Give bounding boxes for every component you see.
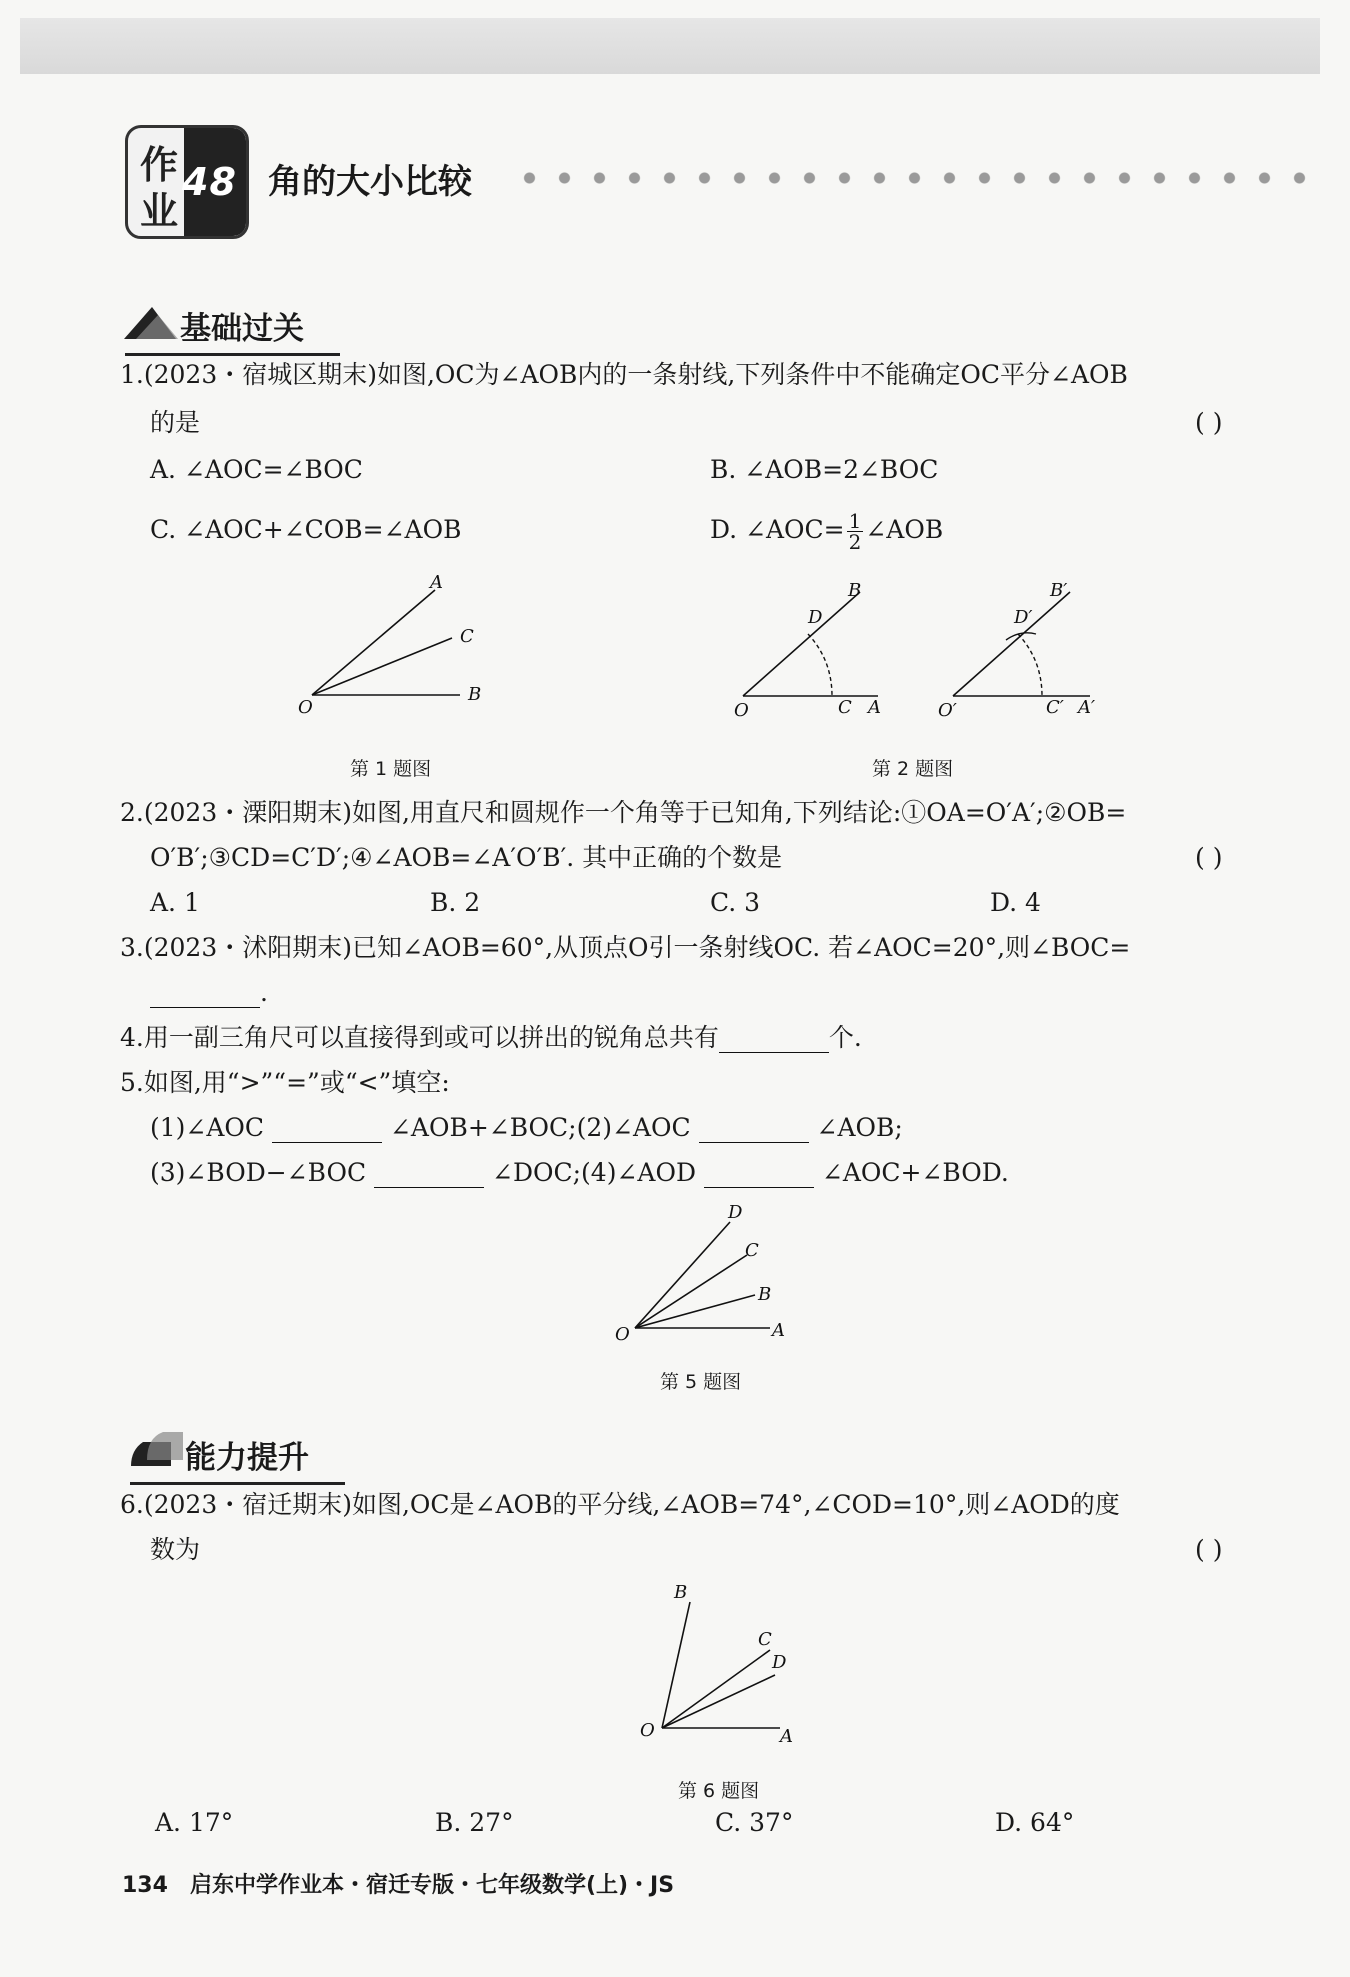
- fig2-label-c2: C′: [1046, 697, 1064, 718]
- q3-answer-blank[interactable]: [150, 983, 260, 1008]
- fig2-label-b: B: [848, 580, 862, 601]
- page-number: 134: [122, 1873, 168, 1898]
- fig5-label-d: D: [728, 1202, 743, 1223]
- q2-option-c: C. 3: [710, 888, 761, 917]
- q3-stem-line2: [150, 978, 268, 1008]
- q3-stem-line1: 3.(2023・沭阳期末)已知∠AOB=60°,从顶点O引一条射线OC. 若∠AOC=20°,则∠BOC=: [120, 933, 1131, 962]
- fig1-label-c: C: [460, 626, 474, 647]
- badge-top-char: 作: [140, 143, 179, 187]
- fig6-label-b: B: [674, 1582, 688, 1603]
- q5-part1-post: ∠AOB+∠BOC;(2)∠AOC: [389, 1113, 691, 1142]
- fig2-label-c: C: [838, 697, 852, 718]
- ray-ob: [743, 592, 860, 696]
- figure-1: [290, 570, 500, 720]
- arc-c2d2: [1018, 634, 1042, 696]
- fraction-denominator: 2: [848, 530, 862, 554]
- q2-stem-line1: 2.(2023・溧阳期末)如图,用直尺和圆规作一个角等于已知角,下列结论:①OA=O′A′;②OB=: [120, 798, 1127, 827]
- fig1-label-a: A: [430, 572, 443, 593]
- q6-option-a: A. 17°: [155, 1808, 234, 1837]
- section-advanced-label: 能力提升: [185, 1440, 309, 1476]
- q1-option-a: A. ∠AOC=∠BOC: [150, 455, 363, 484]
- ray-o2b2: [953, 592, 1070, 696]
- figure-6: [630, 1580, 810, 1750]
- fig6-label-d: D: [772, 1652, 787, 1673]
- fig6-label-c: C: [758, 1629, 772, 1650]
- q5-part4-post: ∠AOC+∠BOD.: [821, 1158, 1009, 1187]
- page-footer: [122, 1868, 674, 1899]
- fig2-label-b2: B′: [1050, 580, 1068, 601]
- q2-answer-paren: ( ): [1195, 843, 1223, 872]
- q1-option-b: B. ∠AOB=2∠BOC: [710, 455, 939, 484]
- section-underline: [125, 353, 340, 356]
- fig1-label-b: B: [468, 684, 482, 705]
- q2-option-a: A. 1: [150, 888, 200, 917]
- q6-option-d: D. 64°: [995, 1808, 1075, 1837]
- fig2-label-a: A: [868, 697, 881, 718]
- section-triangle-icon: [122, 301, 178, 341]
- q6-answer-paren: ( ): [1195, 1535, 1223, 1564]
- q5-line2: [150, 1158, 1009, 1188]
- q1-option-d-fraction: [847, 511, 864, 552]
- section-basic: [180, 303, 304, 348]
- q1-option-d: [710, 503, 943, 557]
- ray-oc: [662, 1650, 770, 1728]
- badge-bottom-char: 业: [140, 189, 179, 233]
- fig2-label-d2: D′: [1014, 607, 1033, 628]
- q5-part3-pre: (3)∠BOD−∠BOC: [150, 1158, 367, 1187]
- footer-book-title: 启东中学作业本・宿迁专版・七年级数学(上)・JS: [189, 1873, 675, 1898]
- fig2-label-a2: A′: [1078, 697, 1096, 718]
- fig5-label-o: O: [615, 1324, 630, 1345]
- q4-stem-pre: 4.用一副三角尺可以直接得到或可以拼出的锐角总共有: [120, 1023, 719, 1052]
- q3-tail: .: [260, 978, 268, 1007]
- q4-stem-post: 个.: [828, 1023, 862, 1052]
- q5-blank-2[interactable]: [699, 1118, 809, 1143]
- q4-stem: [120, 1023, 862, 1053]
- fig2-label-o: O: [734, 700, 749, 721]
- q5-line1: [150, 1113, 903, 1143]
- fig5-label-b: B: [758, 1284, 772, 1305]
- q2-option-b: B. 2: [430, 888, 481, 917]
- ray-ob: [635, 1295, 755, 1328]
- q5-stem: 5.如图,用“>”“=”或“<”填空:: [120, 1068, 450, 1097]
- ray-od: [662, 1675, 775, 1728]
- q1-stem-line2: 的是: [150, 408, 201, 437]
- q6-stem-line1: 6.(2023・宿迁期末)如图,OC是∠AOB的平分线,∠AOB=74°,∠COD=10°,则∠AOD的度: [120, 1490, 1120, 1519]
- q2-stem-line2: O′B′;③CD=C′D′;④∠AOB=∠A′O′B′. 其中正确的个数是: [150, 843, 783, 872]
- q5-part1-pre: (1)∠AOC: [150, 1113, 265, 1142]
- figure-5: [605, 1200, 805, 1350]
- fig1-label-o: O: [298, 697, 313, 718]
- q6-stem-line2: 数为: [150, 1535, 201, 1564]
- fig5-label-c: C: [745, 1240, 759, 1261]
- q1-option-c: C. ∠AOC+∠COB=∠AOB: [150, 515, 462, 544]
- page-title: 角的大小比较: [268, 162, 472, 202]
- arc-cd: [808, 634, 832, 696]
- fig6-label-o: O: [640, 1720, 655, 1741]
- ray-ob: [662, 1602, 690, 1728]
- fig2-label-o2: O′: [938, 700, 957, 721]
- fig2-label-d: D: [808, 607, 823, 628]
- ray-oc: [312, 638, 452, 695]
- fig5-label-a: A: [772, 1320, 785, 1341]
- q6-option-b: B. 27°: [435, 1808, 514, 1837]
- q5-blank-3[interactable]: [374, 1163, 484, 1188]
- q4-answer-blank[interactable]: [719, 1028, 829, 1053]
- section-basic-label: 基础过关: [180, 311, 304, 347]
- q5-caption: 第 5 题图: [660, 1371, 742, 1393]
- q6-caption: 第 6 题图: [678, 1780, 760, 1802]
- top-band: [20, 18, 1320, 74]
- q1-stem-line1: 1.(2023・宿城区期末)如图,OC为∠AOB内的一条射线,下列条件中不能确定OC平分∠AOB: [120, 360, 1128, 389]
- figure-2: [728, 578, 1128, 728]
- q2-option-d: D. 4: [990, 888, 1041, 917]
- q6-option-c: C. 37°: [715, 1808, 794, 1837]
- q1-option-d-post: ∠AOB: [865, 515, 944, 544]
- badge-number: 48: [182, 160, 237, 204]
- q5-part2-post: ∠AOB;: [816, 1113, 903, 1142]
- q5-blank-4[interactable]: [704, 1163, 814, 1188]
- title-dot-row: [512, 171, 1320, 185]
- section-advanced: [185, 1432, 309, 1477]
- q1-answer-paren: ( ): [1195, 408, 1223, 437]
- fig2-caption: 第 2 题图: [872, 758, 954, 780]
- homework-badge: [125, 125, 249, 239]
- fig6-label-a: A: [780, 1726, 793, 1747]
- fraction-numerator: 1: [848, 509, 862, 533]
- q1-caption: 第 1 题图: [350, 758, 432, 780]
- q5-blank-1[interactable]: [272, 1118, 382, 1143]
- section-underline: [130, 1482, 345, 1485]
- ray-oa: [312, 590, 435, 695]
- section-ribbon-icon: [127, 1430, 183, 1470]
- q1-option-d-pre: D. ∠AOC=: [710, 515, 845, 544]
- q5-part3-post: ∠DOC;(4)∠AOD: [492, 1158, 696, 1187]
